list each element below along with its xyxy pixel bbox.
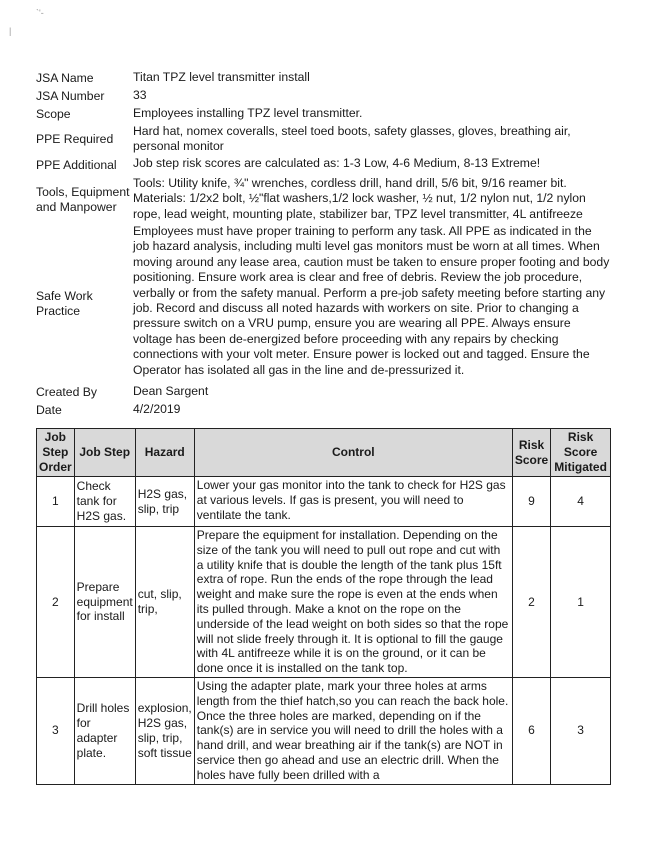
field-value: Employees must have proper training to perform any task. All PPE as indicated in the job hazard analysis, including multi level gas monitors must be worn at all times. When moving around any lease area, caution must be taken to ensure proper footing and body positioning. Ensure work area is clear and free of debris. Review the job procedure, verbally or from the safety manual. Perform a pre-job safety meeting before starting any job. Record and discuss all noted hazards with workers on site. Prior to changing a pressure switch on a VRU pump, ensure you are wearing all PPE. Always ensure voltage has been de-energized before proceeding with any repairs by checking connections with your volt meter. Ensure power is locked out and tagged. Ensure the Operator has isolated all gas in the line and de-pressurized it. (133, 224, 610, 377)
field-value: Employees installing TPZ level transmitter. (133, 106, 363, 120)
header-job-step-order: Job Step Order (37, 429, 75, 477)
field-value: Dean Sargent (133, 384, 209, 398)
table-row (37, 477, 611, 527)
cell-risk-mitigated: 1 (551, 527, 611, 678)
field-scope (36, 106, 611, 124)
field-label: Scope (36, 107, 71, 122)
cell-hazard: explosion, H2S gas, slip, trip, soft tissue (135, 677, 194, 784)
field-label: PPE Additional (36, 158, 117, 173)
field-jsa-name (36, 70, 611, 88)
header-control: Control (194, 429, 512, 477)
table-row (37, 677, 611, 784)
scan-edge-mark: | (9, 26, 12, 36)
cell-control: Using the adapter plate, mark your three holes at arms length from the thief hatch,so you can reach the back hole. Once the three holes are marked, depending on if the tank(s) are in service you will need to drill the holes with a hand drill, and wear breathing air if the tank(s) are NOT in service then go ahead and use an electric drill. When the holes have fully been drilled with a (194, 677, 512, 784)
cell-control: Lower your gas monitor into the tank to check for H2S gas at various levels. If gas is present, you will need to ventilate the tank. (194, 477, 512, 527)
field-created-by (36, 384, 611, 402)
field-value: Tools: Utility knife, ¾" wrenches, cordless drill, hand drill, 5/6 bit, 9/16 reamer bit. Materials: 1/2x2 bolt, ½"flat washers,1/2 lock washer, ½ nut, 1/2 nylon nut, 1/2 nylon rope, lead weight, mounting plate, stabilizer bar, TPZ level transmitter, 4L antifreeze (133, 176, 586, 221)
header-risk-score-mitigated: Risk Score Mitigated (551, 429, 611, 477)
job-steps-table (36, 428, 611, 785)
field-jsa-number (36, 88, 611, 106)
field-date (36, 402, 611, 420)
cell-risk-score: 2 (512, 527, 550, 678)
field-value: Titan TPZ level transmitter install (133, 70, 310, 84)
field-value: 33 (133, 88, 147, 102)
cell-control: Prepare the equipment for installation. Depending on the size of the tank you will need to pull out rope and cut with a utility knife that is double the length of the tank plus 15ft extra of rope. Run the ends of the rope through the lead weight and make sure the rope is even at the ends when its pulled through. Make a knot on the rope on the underside of the lead weight on both sides so that the rope will not slide freely through it. It is optional to fill the gauge with 4L antifreeze while it is on the ground, or it can be done once it is installed on the tank top. (194, 527, 512, 678)
cell-job-step: Drill holes for adapter plate. (74, 677, 135, 784)
field-label: PPE Required (36, 132, 114, 147)
field-value: Hard hat, nomex coveralls, steel toed boots, safety glasses, gloves, breathing air, personal monitor (133, 124, 571, 154)
field-label: Safe Work Practice (36, 288, 93, 318)
cell-risk-score: 6 (512, 677, 550, 784)
field-ppe-additional (36, 156, 611, 176)
table-header-row (37, 429, 611, 477)
cell-hazard: cut, slip, trip, (135, 527, 194, 678)
field-tools-equipment (36, 176, 611, 224)
table-row (37, 527, 611, 678)
field-label: JSA Name (36, 71, 94, 86)
cell-order: 1 (37, 477, 75, 527)
cell-order: 2 (37, 527, 75, 678)
jsa-info-block (36, 70, 611, 420)
field-label: Date (36, 403, 62, 418)
field-label: Created By (36, 385, 97, 400)
field-label: Tools, Equipment and Manpower (36, 184, 130, 214)
cell-risk-mitigated: 3 (551, 677, 611, 784)
cell-job-step: Check tank for H2S gas. (74, 477, 135, 527)
field-value: 4/2/2019 (133, 402, 181, 416)
cell-hazard: H2S gas, slip, trip (135, 477, 194, 527)
header-hazard: Hazard (135, 429, 194, 477)
field-label: JSA Number (36, 89, 105, 104)
cell-job-step: Prepare equipment for install (74, 527, 135, 678)
field-safe-work-practice (36, 224, 611, 384)
cell-risk-mitigated: 4 (551, 477, 611, 527)
field-value: Job step risk scores are calculated as: 1-3 Low, 4-6 Medium, 8-13 Extreme! (133, 156, 541, 170)
scan-speck-mark: `'- (36, 8, 44, 18)
header-job-step: Job Step (74, 429, 135, 477)
field-ppe-required (36, 124, 611, 156)
cell-order: 3 (37, 677, 75, 784)
cell-risk-score: 9 (512, 477, 550, 527)
header-risk-score: Risk Score (512, 429, 550, 477)
